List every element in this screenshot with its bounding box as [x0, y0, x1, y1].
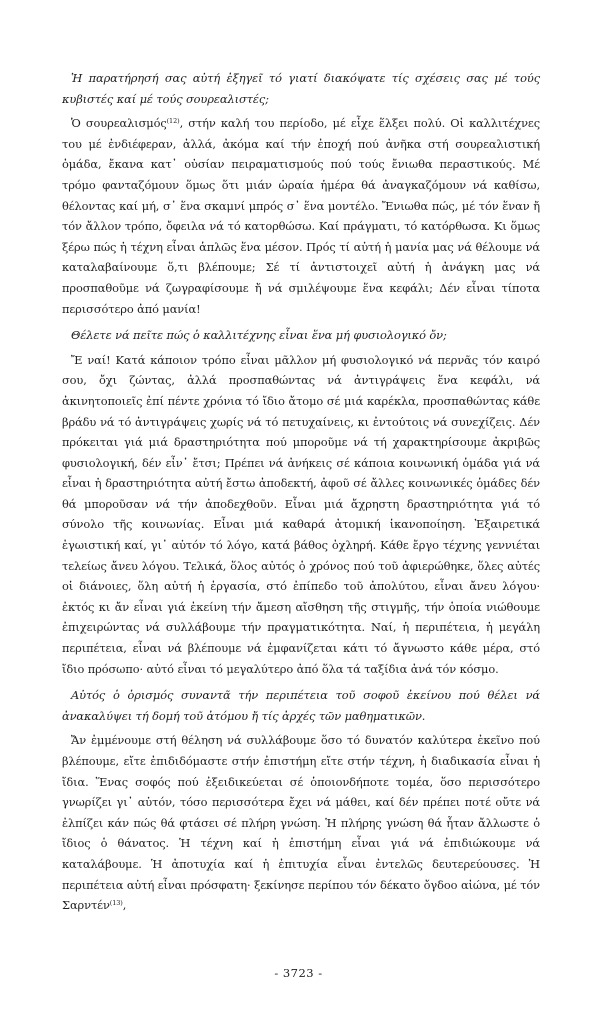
page-number: - 3723 -	[274, 966, 323, 980]
answer-tail: ,	[122, 898, 127, 913]
interview-answer	[62, 113, 540, 319]
interview-answer	[62, 730, 540, 915]
document-page	[62, 68, 540, 968]
answer-text: Ἄν ἐμμένουμε στή θέληση νά συλλάβουμε ὅσο τό δυνατόν καλύτερα ἐκεῖνο πού βλέπουμε, εἴτε ἐπιδιδόμαστε στήν ἐπιστήμη εἴτε στήν τέχνη, ἡ διαδικασία εἶναι ἡ ἴδια. Ἕνας σοφός πού ἐξειδικεύεται σέ ὁποιονδήποτε τομέα, ὅσο περισσότερο γνωρίζει γι᾽ αὐτόν, τόσο περισσότερα ἔχει νά μάθει, καί δέν πρέπει ποτέ οὔτε νά ἐλπίζει κάν πώς θά φτάσει σέ πλήρη γνώση. Ἡ πλήρης γνώση θά ἦταν ἄλλωστε ὁ ἴδιος ὁ θάνατος. Ἡ τέχνη καί ἡ ἐπιστήμη εἶναι γιά νά ἐπιδιώκουμε νά καταλάβουμε. Ἡ ἀποτυχία καί ἡ ἐπιτυχία εἶναι ἐντελῶς δευτερεύουσες. Ἡ περιπέτεια αὐτή εἶναι πρόσφατη· ξεκίνησε περίπου τόν δέκατο ὄγδοο αἰώνα, μέ τόν Σαρντέν	[62, 733, 540, 913]
answer-lead: Ὁ σουρεαλισμός	[71, 116, 167, 131]
footnote-marker: (12)	[166, 117, 180, 126]
interview-question: Θέλετε νά πεῖτε πώς ὁ καλλιτέχνης εἶναι ἕνα μή φυσιολογικό ὄν;	[71, 328, 447, 343]
interview-answer: Ἔ ναί! Κατά κάποιον τρόπο εἶναι μᾶλλον μή φυσιολογικό νά περνᾶς τόν καιρό σου, ὄχι ζώντας, ἀλλά προσπαθώντας νά ἀντιγράψεις ἕνα κεφάλι, νά ἀκινητοποιεῖς ἐπί πέντε χρόνια τό ἴδιο ἄτομο σέ μιά καρέκλα, προσπαθώντας κάθε βράδυ νά τό ἀντιγράψεις χωρίς νά τό πετυχαίνεις, κι ἐντούτοις νά συνεχίζεις. Δέν πρόκειται γιά μιά δραστηριότητα πού μποροῦμε νά τή χαρακτηρίσουμε ἀκριβῶς φυσιολογική, δέν εἶν᾽ ἔτσι; Πρέπει νά ἀνήκεις σέ κάποια κοινωνική ὁμάδα γιά νά εἶναι ἡ δραστηριότητα αὐτή ἔστω ἀποδεκτή, ἀφοῦ σέ ἄλλες κοινωνικές ὁμάδες δέν θά μποροῦσαν νά τήν ἀποδεχθοῦν. Εἶναι μιά ἄχρηστη δραστηριότητα γιά τό σύνολο τῆς κοινωνίας. Εἶναι μιά καθαρά ἀτομική ἱκανοποίηση. Ἐξαιρετικά ἐγωιστική καί, γι᾽ αὐτόν τό λόγο, κατά βάθος ὀχληρή. Κάθε ἔργο τέχνης γεννιέται τελείως ἄνευ λόγου. Τελικά, ὅλος αὐτός ὁ χρόνος πού τοῦ ἀφιερώθηκε, ὅλες αὐτές οἱ διάνοιες, ὅλη αὐτή ἡ ἐργασία, στό ἐπίπεδο τοῦ ἀπολύτου, εἶναι ἄνευ λόγου· ἐκτός κι ἄν εἶναι γιά ἐκείνη τήν ἄμεση αἴσθηση τῆς στιγμῆς, τήν ὁποία νιώθουμε ἐπιχειρώντας νά συλλάβουμε τήν πραγματικότητα. Ναί, ἡ περιπέτεια, ἡ μεγάλη περιπέτεια, εἶναι νά βλέπουμε νά ἐμφανίζεται κάτι τό ἄγνωστο κάθε μέρα, στό ἴδιο πρόσωπο· αὐτό εἶναι τό μεγαλύτερο ἀπό ὅλα τά ταξίδια ἀνά τόν κόσμο.	[62, 352, 540, 676]
interview-question: Αὐτός ὁ ὁρισμός συναντᾶ τήν περιπέτεια τοῦ σοφοῦ ἐκείνου πού θέλει νά ἀνακαλύψει τή δομή τοῦ ἀτόμου ἤ τίς ἀρχές τῶν μαθηματικῶν.	[62, 688, 540, 723]
footnote-marker: (13)	[109, 899, 123, 908]
interview-question: Ἡ παρατήρησή σας αὐτή ἐξηγεῖ τό γιατί διακόψατε τίς σχέσεις σας μέ τούς κυβιστές καί μέ τούς σουρεαλιστές;	[62, 71, 540, 106]
answer-text: , στήν καλή του περίοδο, μέ εἶχε ἕλξει πολύ. Οἱ καλλιτέχνες του μέ ἐνδιέφεραν, ἀλλά, ἀκόμα καί τήν ἐποχή πού ἀνῆκα στή σουρεαλιστική ὁμάδα, ἔκανα κατ᾽ οὐσίαν πειραματισμούς πού τούς ἔνιωθα περαστικούς. Μέ τρόμο φανταζόμουν ὅμως ὅτι μιάν ὡραία ἡμέρα θά ἀναγκαζόμουν νά καθίσω, θέλοντας καί μή, σ᾽ ἕνα σκαμνί μπρός σ᾽ ἕνα μοντέλο. Ἔνιωθα πώς, μέ τόν ἕναν ἤ τόν ἄλλον τρόπο, ὄφειλα νά τό κατορθώσω. Καί πράγματι, τό κατόρθωσα. Κι ὅμως ξέρω πώς ἡ τέχνη εἶναι ἁπλῶς ἕνα μέσον. Πρός τί αὐτή ἡ μανία μας νά θέλουμε νά καταλαβαίνουμε ὅ,τι βλέπουμε; Σέ τί ἀντιστοιχεῖ αὐτή ἡ ἀνάγκη μας νά προσπαθοῦμε νά ζωγραφίσουμε ἤ νά σμιλέψουμε ἕνα κεφάλι; Δέν εἶναι τίποτα περισσότερο ἀπό μανία!	[62, 116, 540, 316]
